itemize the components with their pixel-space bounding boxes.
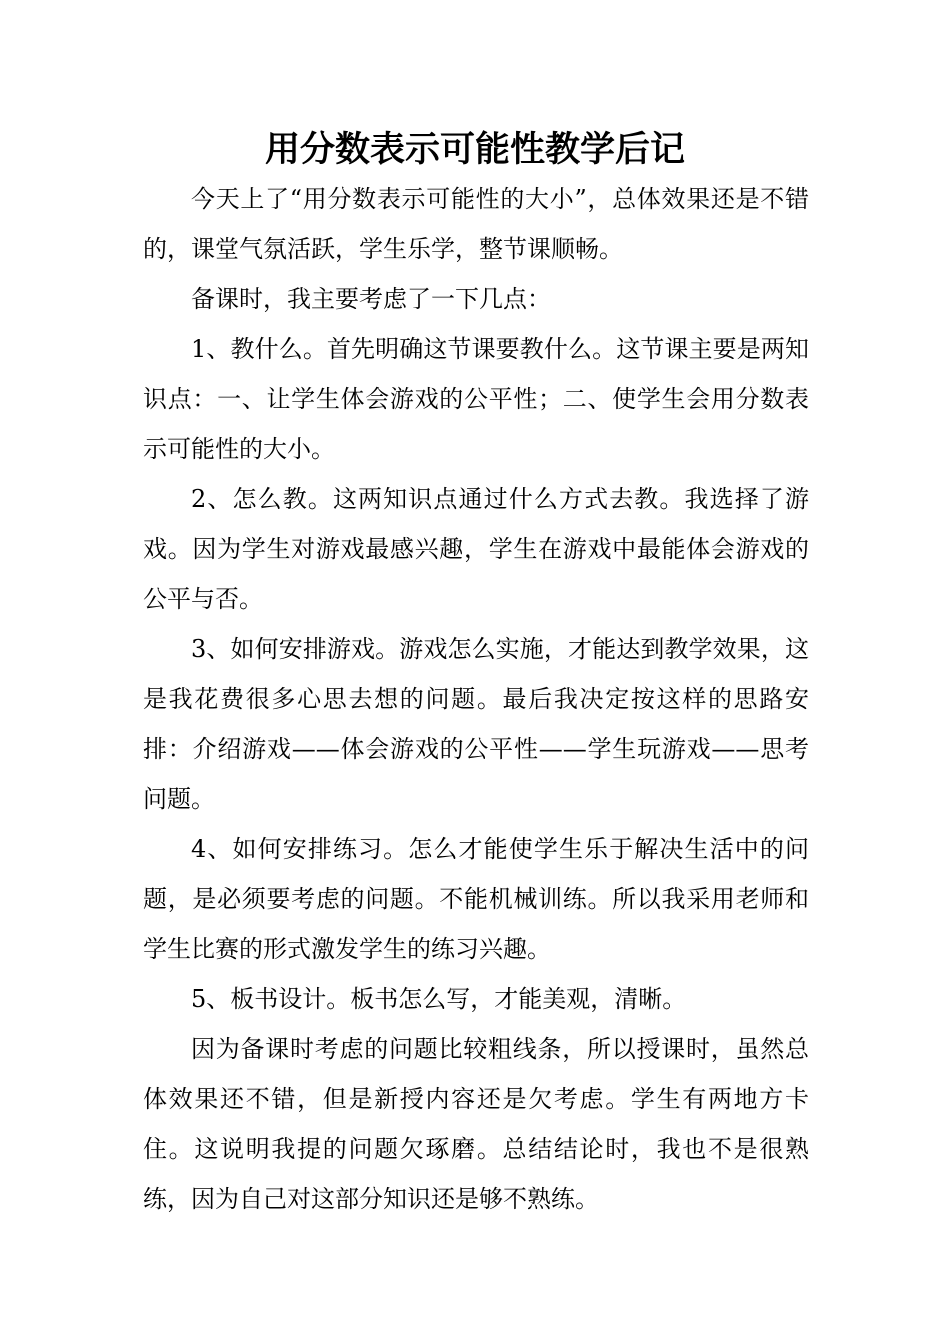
document-title: 用分数表示可能性教学后记: [264, 130, 685, 170]
paragraph-point-2: 2、怎么教。这两知识点通过什么方式去教。我选择了游戏。因为学生对游戏最感兴趣，学生在游戏中最能体会游戏的公平与否。: [143, 485, 809, 613]
paragraph-intro: 今天上了“用分数表示可能性的大小”，总体效果还是不错的，课堂气氛活跃，学生乐学，整节课顺畅。: [143, 185, 809, 263]
paragraph-point-1: 1、教什么。首先明确这节课要教什么。这节课主要是两知识点：一、让学生体会游戏的公平性；二、使学生会用分数表示可能性的大小。: [143, 335, 809, 463]
paragraph-point-5: 5、板书设计。板书怎么写，才能美观，清晰。: [191, 985, 687, 1013]
paragraph-point-4: 4、如何安排练习。怎么才能使学生乐于解决生活中的问题，是必须要考虑的问题。不能机械训练。所以我采用老师和学生比赛的形式激发学生的练习兴趣。: [143, 835, 809, 963]
paragraph-point-3: 3、如何安排游戏。游戏怎么实施，才能达到教学效果，这是我花费很多心思去想的问题。最后我决定按这样的思路安排：介绍游戏——体会游戏的公平性——学生玩游戏——思考问题。: [143, 635, 809, 813]
document-body: [143, 174, 809, 1224]
paragraph-preparation: 备课时，我主要考虑了一下几点：: [191, 285, 551, 313]
paragraph-reflection: 因为备课时考虑的问题比较粗线条，所以授课时，虽然总体效果还不错，但是新授内容还是欠考虑。学生有两地方卡住。这说明我提的问题欠琢磨。总结结论时，我也不是很熟练，因为自己对这部分知识还是够不熟练。: [143, 1035, 809, 1213]
